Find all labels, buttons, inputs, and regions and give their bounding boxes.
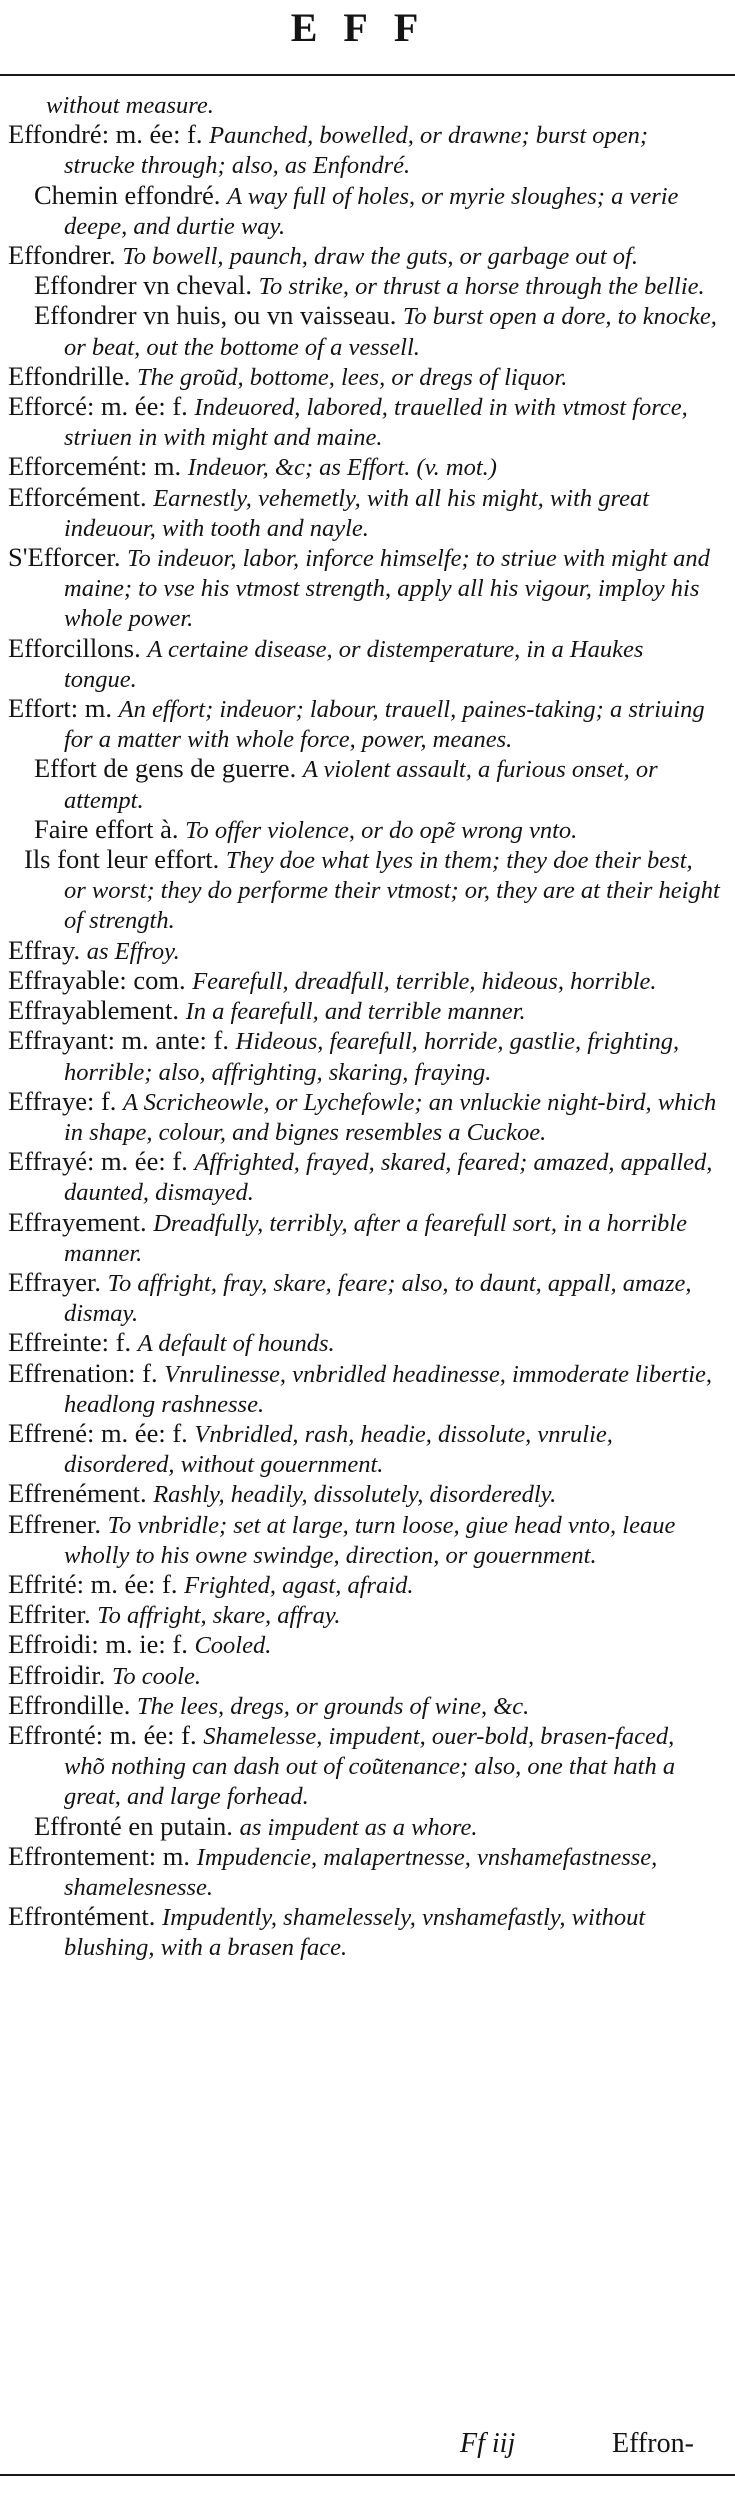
dictionary-entry bbox=[0, 1842, 720, 1902]
dictionary-entry bbox=[0, 815, 720, 845]
dictionary-entry bbox=[0, 241, 720, 271]
entry-list bbox=[0, 90, 720, 1963]
entry-headword: Effrené: m. ée: f. bbox=[8, 1417, 188, 1448]
entry-headword: Effrener. bbox=[8, 1508, 101, 1539]
entry-headword: Effrayement. bbox=[8, 1206, 147, 1237]
entry-definition: Rashly, headily, dissolutely, disorderedly. bbox=[153, 1481, 557, 1509]
entry-definition: To offer violence, or do ope͂ wrong vnto. bbox=[185, 816, 578, 844]
dictionary-entry bbox=[0, 90, 720, 120]
entry-headword: Effronté: m. ée: f. bbox=[8, 1719, 197, 1750]
entry-headword: Efforcé: m. ée: f. bbox=[8, 391, 188, 422]
entry-headword: Efforcemént: m. bbox=[8, 451, 182, 482]
entry-headword: Effronté en putain. bbox=[34, 1810, 233, 1841]
dictionary-entry bbox=[0, 1600, 720, 1630]
entry-headword: Effort: m. bbox=[8, 693, 113, 724]
entry-headword: Effrayable: com. bbox=[8, 964, 186, 995]
dictionary-entry bbox=[0, 1812, 720, 1842]
entry-definition: Cooled. bbox=[194, 1632, 272, 1660]
entry-definition: To affright, fray, skare, feare; also, to daunt, appall, amaze, dismay. bbox=[64, 1269, 692, 1328]
dictionary-entry bbox=[0, 1359, 720, 1419]
entry-definition: Vnrulinesse, vnbridled headinesse, immoderate libertie, headlong rashnesse. bbox=[64, 1360, 712, 1418]
entry-definition: Impudently, shamelessely, vnshamefastly, without blushing, with a brasen face. bbox=[64, 1904, 646, 1962]
dictionary-entry bbox=[0, 966, 720, 996]
dictionary-entry bbox=[0, 1208, 720, 1268]
entry-headword: Ils font leur effort. bbox=[24, 844, 220, 875]
entry-definition: Frighted, agast, afraid. bbox=[184, 1571, 414, 1599]
entry-definition: A way full of holes, or myrie sloughes; a verie deepe, and durtie way. bbox=[64, 182, 679, 240]
dictionary-entry bbox=[0, 1570, 720, 1600]
entry-definition: without measure. bbox=[46, 92, 214, 119]
entry-headword: Effroidi: m. ie: f. bbox=[8, 1629, 188, 1660]
dictionary-entry bbox=[0, 1328, 720, 1358]
entry-definition: They doe what lyes in them; they doe their best, or worst; they do performe their vtmost; or, they are at their height of strength. bbox=[64, 847, 720, 935]
entry-headword: Effrayer. bbox=[8, 1266, 101, 1297]
entry-definition: Indeuor, &c; as Effort. (v. mot.) bbox=[187, 454, 497, 482]
entry-definition: To bowell, paunch, draw the guts, or garbage out of. bbox=[122, 243, 638, 271]
entry-headword: Efforcillons. bbox=[8, 632, 141, 663]
entry-definition: The lees, dregs, or grounds of wine, &c. bbox=[137, 1692, 530, 1720]
entry-definition: To affright, skare, affray. bbox=[97, 1602, 341, 1630]
entry-definition: Dreadfully, terribly, after a fearefull sort, in a horrible manner. bbox=[64, 1209, 687, 1267]
entry-headword: Effreinte: f. bbox=[8, 1327, 132, 1358]
dictionary-entry bbox=[0, 362, 720, 392]
entry-headword: Effraye: f. bbox=[8, 1085, 117, 1116]
entry-headword: Effroidir. bbox=[8, 1659, 106, 1690]
entry-definition: Hideous, fearefull, horride, gastlie, frighting, horrible; also, affrighting, skaring, fraying. bbox=[64, 1028, 680, 1086]
entry-definition: Vnbridled, rash, headie, dissolute, vnrulie, disordered, without gouernment. bbox=[64, 1420, 613, 1479]
dictionary-entry bbox=[0, 1721, 720, 1812]
entry-headword: Effrontément. bbox=[8, 1901, 156, 1932]
entry-definition: An effort; indeuor; labour, trauell, paines-taking; a striuing for a matter with whole force, power, meanes. bbox=[64, 696, 705, 754]
entry-headword: Effondrille. bbox=[8, 360, 131, 391]
entry-headword: Effrité: m. ée: f. bbox=[8, 1568, 178, 1599]
entry-definition: Fearefull, dreadfull, terrible, hideous, horrible. bbox=[192, 967, 657, 995]
dictionary-entry bbox=[0, 845, 720, 936]
page-header: EFF bbox=[290, 5, 445, 50]
signature-mark: Ff iij bbox=[460, 2428, 516, 2459]
dictionary-entry bbox=[0, 1510, 720, 1570]
entry-headword: Effrayant: m. ante: f. bbox=[8, 1025, 229, 1056]
dictionary-entry bbox=[0, 452, 720, 482]
dictionary-entry bbox=[0, 1087, 720, 1147]
entry-definition: as Effroy. bbox=[86, 937, 180, 965]
dictionary-entry bbox=[0, 936, 720, 966]
dictionary-entry bbox=[0, 120, 720, 180]
entry-headword: Effrondille. bbox=[8, 1689, 131, 1720]
dictionary-entry bbox=[0, 301, 720, 361]
entry-definition: Shamelesse, impudent, ouer-bold, brasen-faced, who͂ nothing can dash out of cou͂tenance; also, one that hath a great, and large forhead. bbox=[64, 1722, 676, 1811]
footer-rule bbox=[0, 2474, 735, 2476]
entry-headword: Effrayé: m. ée: f. bbox=[8, 1146, 188, 1177]
entry-definition: To burst open a dore, to knocke, or beat, out the bottome of a vessell. bbox=[64, 303, 717, 361]
entry-definition: Indeuored, labored, trauelled in with vtmost force, striuen in with might and maine. bbox=[64, 394, 688, 452]
entry-definition: To vnbridle; set at large, turn loose, giue head vnto, leaue wholly to his owne swindge, direction, or gouernment. bbox=[64, 1511, 676, 1569]
entry-headword: Chemin effondré. bbox=[34, 179, 221, 210]
entry-definition: To coole. bbox=[112, 1662, 201, 1690]
entry-definition: A violent assault, a furious onset, or attempt. bbox=[64, 756, 658, 814]
entry-definition: A certaine disease, or distemperature, in a Haukes tongue. bbox=[64, 635, 644, 693]
dictionary-entry bbox=[0, 543, 720, 634]
entry-definition: Impudencie, malapertnesse, vnshamefastnesse, shamelesnesse. bbox=[64, 1843, 658, 1901]
dictionary-entry bbox=[0, 181, 720, 241]
entry-headword: S'Efforcer. bbox=[8, 542, 121, 573]
dictionary-entry bbox=[0, 1026, 720, 1086]
entry-headword: Effriter. bbox=[8, 1599, 91, 1630]
header-rule bbox=[0, 74, 735, 76]
dictionary-entry bbox=[0, 634, 720, 694]
entry-headword: Effondré: m. ée: f. bbox=[8, 119, 203, 150]
entry-headword: Effrenément. bbox=[8, 1478, 147, 1509]
entry-definition: Paunched, bowelled, or drawne; burst open; strucke through; also, as Enfondré. bbox=[64, 122, 649, 180]
entry-headword: Effort de gens de guerre. bbox=[34, 753, 297, 784]
entry-definition: A Scricheowle, or Lychefowle; an vnluckie night-bird, which in shape, colour, and bignes resembles a Cuckoe. bbox=[64, 1088, 717, 1146]
entry-headword: Effray. bbox=[8, 934, 81, 965]
entry-definition: The grou͂d, bottome, lees, or dregs of liquor. bbox=[137, 363, 568, 391]
entry-headword: Effondrer. bbox=[8, 240, 116, 271]
entry-definition: as impudent as a whore. bbox=[239, 1813, 478, 1841]
entry-headword: Effrenation: f. bbox=[8, 1357, 158, 1388]
catchword: Effron- bbox=[612, 2428, 694, 2459]
entry-headword: Effondrer vn cheval. bbox=[34, 270, 253, 301]
entry-headword: Effrayablement. bbox=[8, 995, 179, 1026]
entry-definition: A default of hounds. bbox=[137, 1330, 335, 1358]
dictionary-entry bbox=[0, 271, 720, 301]
dictionary-entry bbox=[0, 483, 720, 543]
entry-headword: Faire effort à. bbox=[34, 813, 179, 844]
dictionary-entry bbox=[0, 392, 720, 452]
dictionary-entry bbox=[0, 1479, 720, 1509]
dictionary-entry bbox=[0, 1147, 720, 1207]
entry-definition: In a fearefull, and terrible manner. bbox=[185, 998, 526, 1026]
dictionary-entry bbox=[0, 1661, 720, 1691]
entry-definition: To indeuor, labor, inforce himselfe; to striue with might and maine; to vse his vtmost strength, apply all his vigour, imploy his whole power. bbox=[64, 545, 710, 633]
dictionary-entry bbox=[0, 1630, 720, 1660]
dictionary-entry bbox=[0, 996, 720, 1026]
entry-definition: Earnestly, vehemetly, with all his might, with great indeuour, with tooth and nayle. bbox=[64, 484, 650, 542]
dictionary-entry bbox=[0, 1691, 720, 1721]
entry-headword: Effondrer vn huis, ou vn vaisseau. bbox=[34, 300, 397, 331]
entry-headword: Effrontement: m. bbox=[8, 1840, 191, 1871]
entry-definition: To strike, or thrust a horse through the bellie. bbox=[258, 273, 705, 301]
dictionary-entry bbox=[0, 1419, 720, 1479]
page-footer bbox=[0, 2428, 735, 2468]
entry-definition: Affrighted, frayed, skared, feared; amazed, appalled, daunted, dismayed. bbox=[64, 1149, 713, 1207]
entry-headword: Efforcément. bbox=[8, 481, 147, 512]
dictionary-entry bbox=[0, 1268, 720, 1328]
dictionary-entry bbox=[0, 1902, 720, 1962]
dictionary-entry bbox=[0, 754, 720, 814]
dictionary-entry bbox=[0, 694, 720, 754]
